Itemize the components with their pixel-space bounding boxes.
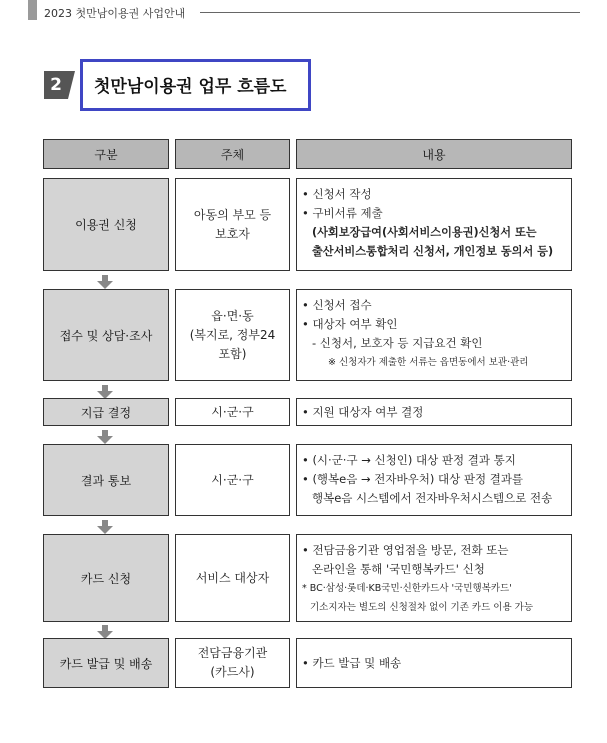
subject-line: (복지로, 정부24 [189, 327, 276, 342]
row-category-card-issuance: 카드 발급 및 배송 [43, 638, 169, 688]
content-note: 기소지자는 별도의 신청절차 없이 기존 카드 이용 가능 [310, 602, 534, 613]
content-line: - 신청서, 보호자 등 지급요건 확인 [312, 336, 483, 350]
row-category-application: 이용권 신청 [43, 178, 169, 271]
content-line: 온라인을 통해 '국민행복카드' 신청 [312, 562, 485, 576]
subject-line: 전담금융기관 [197, 646, 268, 660]
row-category-decision: 지급 결정 [43, 398, 169, 426]
content-line: • 카드 발급 및 배송 [302, 655, 402, 670]
subject-line: 읍·면·동 [211, 308, 254, 323]
row-subject-card-issuance [175, 638, 290, 688]
content-line: (사회보장급여(사회서비스이용권)신청서 또는 [312, 226, 537, 239]
row-category-intake: 접수 및 상담·조사 [43, 289, 169, 381]
content-line: • 구비서류 제출 [302, 206, 383, 220]
section-title: 첫만남이용권 업무 흐름도 [94, 77, 287, 97]
header-divider [200, 12, 580, 13]
content-line: • 대상자 여부 확인 [302, 317, 398, 331]
row-category-card-application: 카드 신청 [43, 534, 169, 622]
content-line: • 지원 대상자 여부 결정 [302, 404, 424, 419]
content-note: ※ 신청자가 제출한 서류는 읍면동에서 보관·관리 [328, 357, 529, 368]
row-content-decision [296, 398, 572, 426]
document-header: 2023 첫만남이용권 사업안내 [44, 7, 186, 20]
row-content-card-application [296, 534, 572, 622]
subject-line: 포함) [218, 346, 247, 361]
content-line: • 신청서 작성 [302, 187, 372, 201]
row-content-notification [296, 444, 572, 516]
row-subject-notification: 시·군·구 [175, 444, 290, 516]
subject-line: (카드사) [210, 665, 255, 679]
row-subject-decision: 시·군·구 [175, 398, 290, 426]
content-line: • 신청서 접수 [302, 298, 372, 312]
flow-arrow-down [97, 281, 113, 289]
row-subject-card-application: 서비스 대상자 [175, 534, 290, 622]
content-line: 출산서비스통합처리 신청서, 개인정보 동의서 등) [312, 245, 554, 258]
content-line: • 전담금융기관 영업점을 방문, 전화 또는 [302, 543, 509, 557]
row-content-intake [296, 289, 572, 381]
row-content-card-issuance [296, 638, 572, 688]
row-subject-intake [175, 289, 290, 381]
section-number-badge: 2 [44, 71, 68, 99]
flow-arrow-down [97, 436, 113, 444]
header-corner-mark [28, 0, 37, 20]
flow-arrow-down [97, 526, 113, 534]
content-line: • (행복e음 → 전자바우처) 대상 판정 결과를 [302, 472, 524, 486]
column-header-content: 내용 [296, 139, 572, 169]
subject-line: 아동의 부모 등 [193, 207, 272, 222]
content-note: * BC·삼성·롯데·KB국민·신한카드사 '국민행복카드' [302, 583, 512, 594]
content-line: 행복e음 시스템에서 전자바우처시스템으로 전송 [312, 491, 553, 505]
content-line: • (시·군·구 → 신청인) 대상 판정 결과 통지 [302, 453, 516, 467]
column-header-subject: 주체 [175, 139, 290, 169]
row-subject-application [175, 178, 290, 271]
row-content-application [296, 178, 572, 271]
row-category-notification: 결과 통보 [43, 444, 169, 516]
subject-line: 보호자 [215, 226, 250, 241]
column-header-category: 구분 [43, 139, 169, 169]
